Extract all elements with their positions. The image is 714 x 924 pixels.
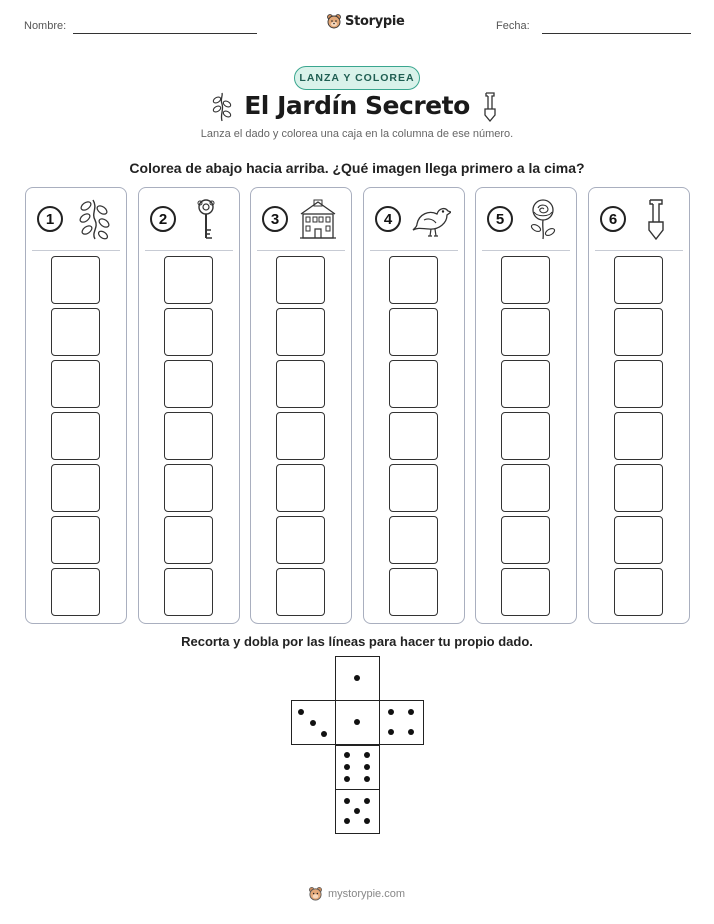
key-icon xyxy=(186,198,226,240)
color-box[interactable] xyxy=(614,360,663,408)
color-box[interactable] xyxy=(614,568,663,616)
die-pip xyxy=(310,720,316,726)
color-box[interactable] xyxy=(389,516,438,564)
color-box[interactable] xyxy=(614,464,663,512)
column-header xyxy=(364,188,464,250)
die-pip xyxy=(298,709,304,715)
cutout-instruction: Recorta y dobla por las líneas para hacer tu propio dado. xyxy=(181,634,533,649)
color-box[interactable] xyxy=(276,568,325,616)
shovel-icon xyxy=(636,198,676,240)
column-header xyxy=(139,188,239,250)
color-box[interactable] xyxy=(51,464,100,512)
color-box[interactable] xyxy=(501,412,550,460)
page-title: El Jardín Secreto xyxy=(244,91,470,120)
die-pip xyxy=(388,729,394,735)
die-pip xyxy=(344,776,350,782)
color-box[interactable] xyxy=(614,412,663,460)
die-pip xyxy=(364,752,370,758)
die-pip xyxy=(344,764,350,770)
bear-logo-icon xyxy=(308,886,323,901)
color-box[interactable] xyxy=(164,464,213,512)
color-box[interactable] xyxy=(276,464,325,512)
color-box[interactable] xyxy=(501,516,550,564)
die-pip xyxy=(408,709,414,715)
color-box[interactable] xyxy=(164,360,213,408)
color-box[interactable] xyxy=(614,256,663,304)
storypie-logo xyxy=(326,13,405,29)
color-box[interactable] xyxy=(389,412,438,460)
color-box[interactable] xyxy=(501,308,550,356)
color-box[interactable] xyxy=(501,568,550,616)
color-box[interactable] xyxy=(51,308,100,356)
color-box[interactable] xyxy=(614,516,663,564)
column-divider xyxy=(257,250,345,251)
column-divider xyxy=(482,250,570,251)
column-divider xyxy=(32,250,120,251)
column-4 xyxy=(363,187,465,624)
die-pip xyxy=(354,719,360,725)
column-2 xyxy=(138,187,240,624)
color-box[interactable] xyxy=(389,568,438,616)
column-number: 1 xyxy=(37,206,63,232)
color-box[interactable] xyxy=(614,308,663,356)
brand-name: Storypie xyxy=(345,13,405,29)
bear-logo-icon xyxy=(326,13,342,29)
bird-icon xyxy=(411,198,451,240)
column-3 xyxy=(250,187,352,624)
column-divider xyxy=(145,250,233,251)
color-box[interactable] xyxy=(51,412,100,460)
column-header xyxy=(251,188,351,250)
color-box[interactable] xyxy=(51,516,100,564)
footer xyxy=(308,886,405,901)
color-box[interactable] xyxy=(51,256,100,304)
column-divider xyxy=(595,250,683,251)
column-number: 2 xyxy=(150,206,176,232)
color-box[interactable] xyxy=(501,360,550,408)
die-face-4 xyxy=(379,700,424,745)
column-1 xyxy=(25,187,127,624)
color-box[interactable] xyxy=(276,360,325,408)
shovel-icon xyxy=(481,92,499,122)
column-header xyxy=(589,188,689,250)
color-box[interactable] xyxy=(276,256,325,304)
color-box[interactable] xyxy=(389,360,438,408)
date-line[interactable] xyxy=(542,33,691,34)
column-5 xyxy=(475,187,577,624)
vine-icon xyxy=(73,198,113,240)
instruction: Colorea de abajo hacia arriba. ¿Qué imagen llega primero a la cima? xyxy=(129,160,585,176)
color-box[interactable] xyxy=(164,308,213,356)
column-header xyxy=(476,188,576,250)
color-box[interactable] xyxy=(51,568,100,616)
color-box[interactable] xyxy=(501,464,550,512)
color-box[interactable] xyxy=(389,464,438,512)
color-box[interactable] xyxy=(164,516,213,564)
die-face-1 xyxy=(335,656,380,701)
column-divider xyxy=(370,250,458,251)
die-pip xyxy=(364,818,370,824)
die-pip xyxy=(344,818,350,824)
die-face-3 xyxy=(291,700,336,745)
color-box[interactable] xyxy=(164,256,213,304)
color-box[interactable] xyxy=(164,412,213,460)
color-box[interactable] xyxy=(164,568,213,616)
die-pip xyxy=(364,776,370,782)
column-6 xyxy=(588,187,690,624)
die-pip xyxy=(408,729,414,735)
die-pip xyxy=(344,798,350,804)
die-pip xyxy=(344,752,350,758)
column-header xyxy=(26,188,126,250)
color-box[interactable] xyxy=(501,256,550,304)
color-box[interactable] xyxy=(276,308,325,356)
die-face-5 xyxy=(335,789,380,834)
die-pip xyxy=(354,808,360,814)
footer-url: mystorypie.com xyxy=(328,887,406,900)
die-pip xyxy=(388,709,394,715)
color-box[interactable] xyxy=(51,360,100,408)
date-label: Fecha: xyxy=(496,20,530,32)
mansion-icon xyxy=(298,198,338,240)
activity-badge: LANZA Y COLOREA xyxy=(294,66,420,90)
name-line[interactable] xyxy=(73,33,257,34)
die-face-1 xyxy=(335,700,380,745)
die-pip xyxy=(364,764,370,770)
subtitle: Lanza el dado y colorea una caja en la columna de ese número. xyxy=(200,128,514,140)
color-box[interactable] xyxy=(389,256,438,304)
die-pip xyxy=(364,798,370,804)
column-number: 4 xyxy=(375,206,401,232)
column-number: 5 xyxy=(487,206,513,232)
color-box[interactable] xyxy=(276,412,325,460)
color-box[interactable] xyxy=(389,308,438,356)
color-box[interactable] xyxy=(276,516,325,564)
die-pip xyxy=(354,675,360,681)
rose-icon xyxy=(523,198,563,240)
column-number: 3 xyxy=(262,206,288,232)
name-label: Nombre: xyxy=(24,20,67,32)
die-face-6 xyxy=(335,745,380,790)
die-pip xyxy=(321,731,327,737)
column-number: 6 xyxy=(600,206,626,232)
